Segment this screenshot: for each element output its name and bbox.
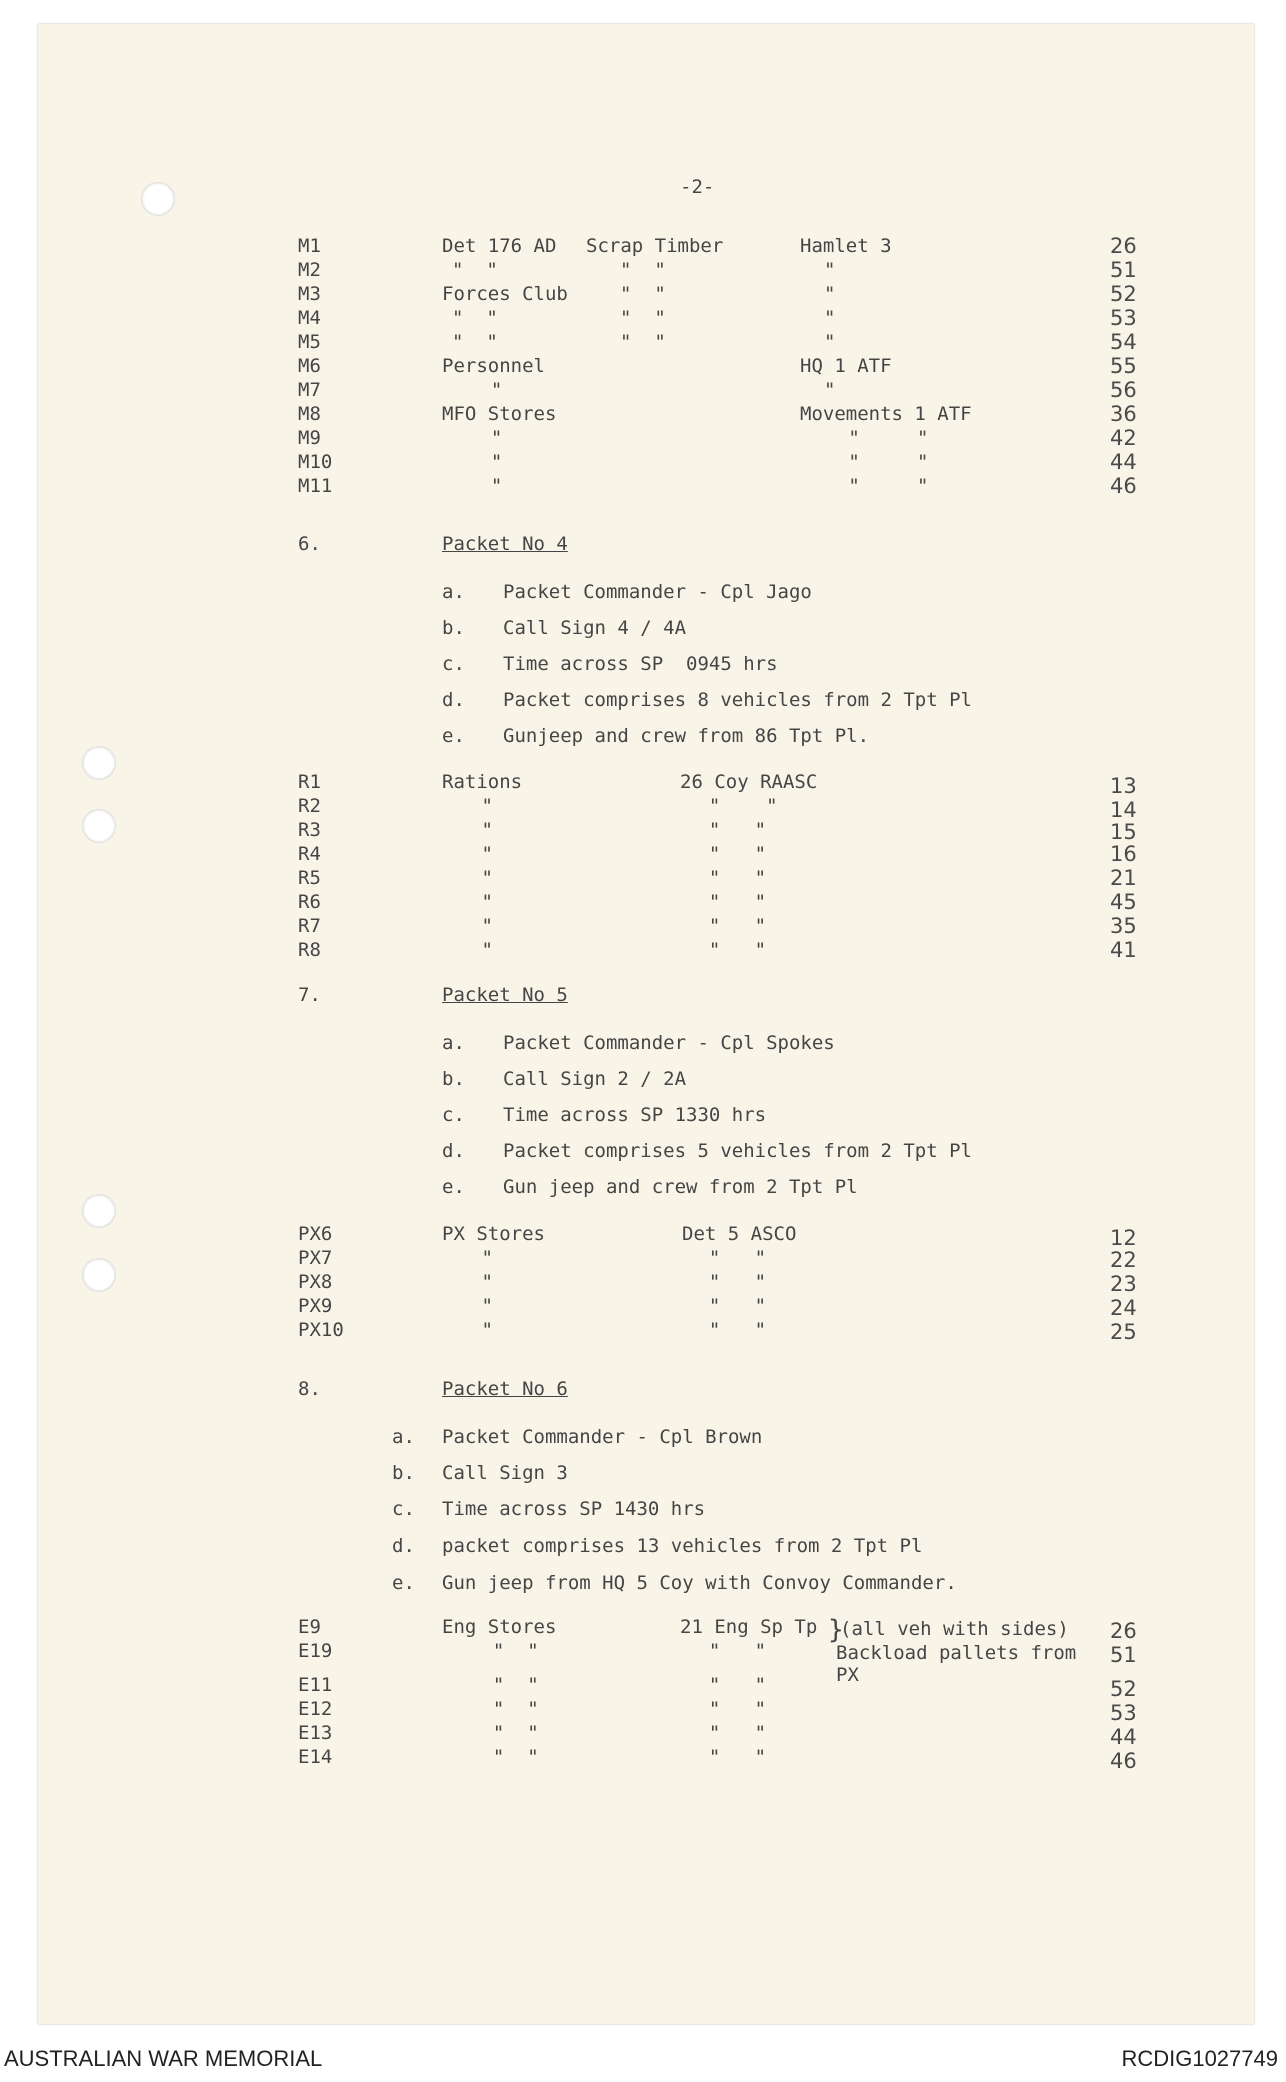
row-code: R5 bbox=[298, 867, 321, 889]
row-col1: Forces Club bbox=[442, 283, 568, 305]
row-col1: " " bbox=[470, 1746, 539, 1768]
row-num: 56 bbox=[1110, 378, 1137, 402]
row-code: R4 bbox=[298, 843, 321, 865]
row-col2: " " bbox=[686, 1640, 767, 1662]
row-col1: " " bbox=[452, 331, 498, 353]
footer-record-id: RCDIG1027749 bbox=[1121, 2046, 1278, 2071]
row-col1: " " bbox=[452, 307, 498, 329]
row-code: M7 bbox=[298, 379, 321, 401]
row-code: E13 bbox=[298, 1722, 333, 1744]
item-text: Call Sign 2 / 2A bbox=[503, 1068, 687, 1090]
row-code: M9 bbox=[298, 427, 321, 449]
row-code: E19 bbox=[298, 1640, 333, 1662]
row-col3: " " bbox=[814, 475, 929, 497]
row-num: 44 bbox=[1110, 1725, 1137, 1749]
row-code: PX8 bbox=[298, 1271, 333, 1293]
item-letter: e. bbox=[442, 1176, 465, 1198]
section-heading: Packet No 5 bbox=[442, 984, 568, 1006]
row-col2: Det 5 ASCO bbox=[682, 1223, 797, 1245]
footer-institution: AUSTRALIAN WAR MEMORIAL bbox=[4, 2046, 323, 2071]
item-text: Packet comprises 8 vehicles from 2 Tpt Pl bbox=[503, 689, 972, 711]
row-col1: " bbox=[470, 915, 493, 937]
row-num: 13 bbox=[1110, 774, 1137, 798]
row-num: 51 bbox=[1110, 1643, 1137, 1667]
row-col2: " " bbox=[686, 1674, 767, 1696]
row-col2: " " bbox=[686, 1247, 767, 1269]
row-col1: " " bbox=[470, 1722, 539, 1744]
note-line-2: Backload pallets from bbox=[836, 1642, 1077, 1664]
row-col2: " " bbox=[686, 915, 767, 937]
row-num: 46 bbox=[1110, 474, 1137, 498]
row-col2: " " bbox=[686, 1698, 767, 1720]
row-col1: " " bbox=[470, 1674, 539, 1696]
row-num: 24 bbox=[1110, 1296, 1137, 1320]
row-col1: " bbox=[470, 843, 493, 865]
row-num: 53 bbox=[1110, 306, 1137, 330]
row-col1: " bbox=[470, 891, 493, 913]
row-num: 22 bbox=[1110, 1248, 1137, 1272]
row-col2: " " bbox=[686, 795, 778, 817]
row-col2: " " bbox=[620, 307, 666, 329]
row-num: 16 bbox=[1110, 842, 1137, 866]
item-text: Packet comprises 5 vehicles from 2 Tpt Pl bbox=[503, 1140, 972, 1162]
item-text: Gun jeep from HQ 5 Coy with Convoy Commander. bbox=[442, 1572, 957, 1594]
punch-hole bbox=[82, 1194, 116, 1228]
row-code: M6 bbox=[298, 355, 321, 377]
row-code: M2 bbox=[298, 259, 321, 281]
row-col1: Personnel bbox=[442, 355, 545, 377]
row-col1: " bbox=[468, 427, 503, 449]
row-col2: " " bbox=[686, 1722, 767, 1744]
row-num: 54 bbox=[1110, 330, 1137, 354]
section-number: 6. bbox=[298, 533, 321, 555]
row-code: M4 bbox=[298, 307, 321, 329]
row-col1: " bbox=[470, 1295, 493, 1317]
row-col1: Eng Stores bbox=[442, 1616, 557, 1638]
row-col1: Rations bbox=[442, 771, 523, 793]
row-col3: " bbox=[824, 283, 836, 305]
item-text: packet comprises 13 vehicles from 2 Tpt Pl bbox=[442, 1535, 923, 1557]
row-col3: HQ 1 ATF bbox=[800, 355, 892, 377]
row-code: M10 bbox=[298, 451, 333, 473]
note-line-1: (all veh with sides) bbox=[840, 1618, 1069, 1640]
section-heading: Packet No 6 bbox=[442, 1378, 568, 1400]
row-num: 53 bbox=[1110, 1701, 1137, 1725]
item-letter: b. bbox=[392, 1462, 415, 1484]
item-text: Time across SP 1430 hrs bbox=[442, 1498, 706, 1520]
item-text: Call Sign 4 / 4A bbox=[503, 617, 687, 639]
row-col1: " bbox=[468, 451, 503, 473]
row-col2: " " bbox=[620, 331, 666, 353]
row-code: PX6 bbox=[298, 1223, 333, 1245]
row-col2: " " bbox=[686, 1319, 767, 1341]
row-num: 25 bbox=[1110, 1320, 1137, 1344]
punch-hole bbox=[141, 182, 175, 216]
row-num: 23 bbox=[1110, 1272, 1137, 1296]
row-code: R1 bbox=[298, 771, 321, 793]
item-letter: b. bbox=[442, 617, 465, 639]
item-text: Call Sign 3 bbox=[442, 1462, 568, 1484]
row-col2: " " bbox=[620, 283, 666, 305]
row-code: PX9 bbox=[298, 1295, 333, 1317]
item-text: Packet Commander - Cpl Jago bbox=[503, 581, 812, 603]
row-col1: " bbox=[470, 867, 493, 889]
item-letter: a. bbox=[442, 581, 465, 603]
brace-mark: } bbox=[828, 1615, 844, 1645]
row-num: 41 bbox=[1110, 938, 1137, 962]
section-number: 8. bbox=[298, 1378, 321, 1400]
row-col3: Movements 1 ATF bbox=[800, 403, 972, 425]
row-col1: " bbox=[468, 475, 503, 497]
row-num: 42 bbox=[1110, 426, 1137, 450]
punch-hole bbox=[82, 1258, 116, 1292]
row-code: M8 bbox=[298, 403, 321, 425]
row-col2: " " bbox=[686, 819, 767, 841]
row-code: M3 bbox=[298, 283, 321, 305]
row-code: R8 bbox=[298, 939, 321, 961]
row-num: 36 bbox=[1110, 402, 1137, 426]
note-line-3: PX bbox=[836, 1664, 859, 1686]
item-letter: a. bbox=[392, 1426, 415, 1448]
row-code: E12 bbox=[298, 1698, 333, 1720]
item-text: Time across SP 1330 hrs bbox=[503, 1104, 767, 1126]
item-text: Packet Commander - Cpl Brown bbox=[442, 1426, 763, 1448]
row-col1: " bbox=[470, 1271, 493, 1293]
row-col2: " " bbox=[686, 939, 767, 961]
punch-hole bbox=[82, 746, 116, 780]
item-letter: b. bbox=[442, 1068, 465, 1090]
row-col1: " " bbox=[470, 1698, 539, 1720]
item-text: Gunjeep and crew from 86 Tpt Pl. bbox=[503, 725, 870, 747]
row-num: 52 bbox=[1110, 1677, 1137, 1701]
row-num: 45 bbox=[1110, 890, 1137, 914]
row-code: R7 bbox=[298, 915, 321, 937]
row-num: 14 bbox=[1110, 798, 1137, 822]
row-col1: MFO Stores bbox=[442, 403, 557, 425]
item-letter: e. bbox=[392, 1572, 415, 1594]
row-num: 15 bbox=[1110, 820, 1137, 844]
row-col1: Det 176 AD bbox=[442, 235, 557, 257]
row-num: 44 bbox=[1110, 450, 1137, 474]
row-col1: " bbox=[470, 1247, 493, 1269]
row-code: E11 bbox=[298, 1674, 333, 1696]
row-col1: " bbox=[470, 939, 493, 961]
item-letter: d. bbox=[392, 1535, 415, 1557]
section-number: 7. bbox=[298, 984, 321, 1006]
row-code: PX7 bbox=[298, 1247, 333, 1269]
row-col3: " bbox=[824, 307, 836, 329]
row-col2: Scrap Timber bbox=[586, 235, 724, 257]
item-letter: c. bbox=[442, 653, 465, 675]
row-code: E9 bbox=[298, 1616, 321, 1638]
item-letter: c. bbox=[442, 1104, 465, 1126]
row-col3: " bbox=[824, 379, 836, 401]
row-col2: " " bbox=[686, 1295, 767, 1317]
row-col1: " bbox=[470, 795, 493, 817]
row-num: 46 bbox=[1110, 1749, 1137, 1773]
row-col3: Hamlet 3 bbox=[800, 235, 892, 257]
row-col2: 21 Eng Sp Tp bbox=[680, 1616, 818, 1638]
row-col1: " " bbox=[470, 1640, 539, 1662]
row-code: R3 bbox=[298, 819, 321, 841]
row-col3: " bbox=[824, 331, 836, 353]
row-col3: " bbox=[824, 259, 836, 281]
row-col1: " bbox=[470, 819, 493, 841]
row-col1: " bbox=[468, 379, 503, 401]
row-num: 26 bbox=[1110, 234, 1137, 258]
row-code: E14 bbox=[298, 1746, 333, 1768]
item-letter: d. bbox=[442, 1140, 465, 1162]
row-num: 21 bbox=[1110, 866, 1137, 890]
section-heading: Packet No 4 bbox=[442, 533, 568, 555]
row-code: M5 bbox=[298, 331, 321, 353]
item-text: Time across SP 0945 hrs bbox=[503, 653, 778, 675]
row-num: 26 bbox=[1110, 1619, 1137, 1643]
row-code: M1 bbox=[298, 235, 321, 257]
row-col2: " " bbox=[620, 259, 666, 281]
item-text: Packet Commander - Cpl Spokes bbox=[503, 1032, 835, 1054]
row-num: 52 bbox=[1110, 282, 1137, 306]
item-letter: c. bbox=[392, 1498, 415, 1520]
row-code: R2 bbox=[298, 795, 321, 817]
row-col2: " " bbox=[686, 1271, 767, 1293]
item-letter: a. bbox=[442, 1032, 465, 1054]
row-code: R6 bbox=[298, 891, 321, 913]
row-num: 51 bbox=[1110, 258, 1137, 282]
row-col2: 26 Coy RAASC bbox=[680, 771, 818, 793]
item-text: Gun jeep and crew from 2 Tpt Pl bbox=[503, 1176, 858, 1198]
item-letter: d. bbox=[442, 689, 465, 711]
row-col2: " " bbox=[686, 867, 767, 889]
row-col1: PX Stores bbox=[442, 1223, 545, 1245]
item-letter: e. bbox=[442, 725, 465, 747]
row-col3: " " bbox=[814, 427, 929, 449]
row-col2: " " bbox=[686, 1746, 767, 1768]
row-code: PX10 bbox=[298, 1319, 344, 1341]
row-col1: " bbox=[470, 1319, 493, 1341]
page-number: -2- bbox=[680, 176, 715, 198]
row-code: M11 bbox=[298, 475, 333, 497]
row-col2: " " bbox=[686, 843, 767, 865]
row-num: 35 bbox=[1110, 914, 1137, 938]
punch-hole bbox=[82, 809, 116, 843]
row-col2: " " bbox=[686, 891, 767, 913]
row-num: 12 bbox=[1110, 1226, 1137, 1250]
row-col1: " " bbox=[452, 259, 498, 281]
row-num: 55 bbox=[1110, 354, 1137, 378]
row-col3: " " bbox=[814, 451, 929, 473]
